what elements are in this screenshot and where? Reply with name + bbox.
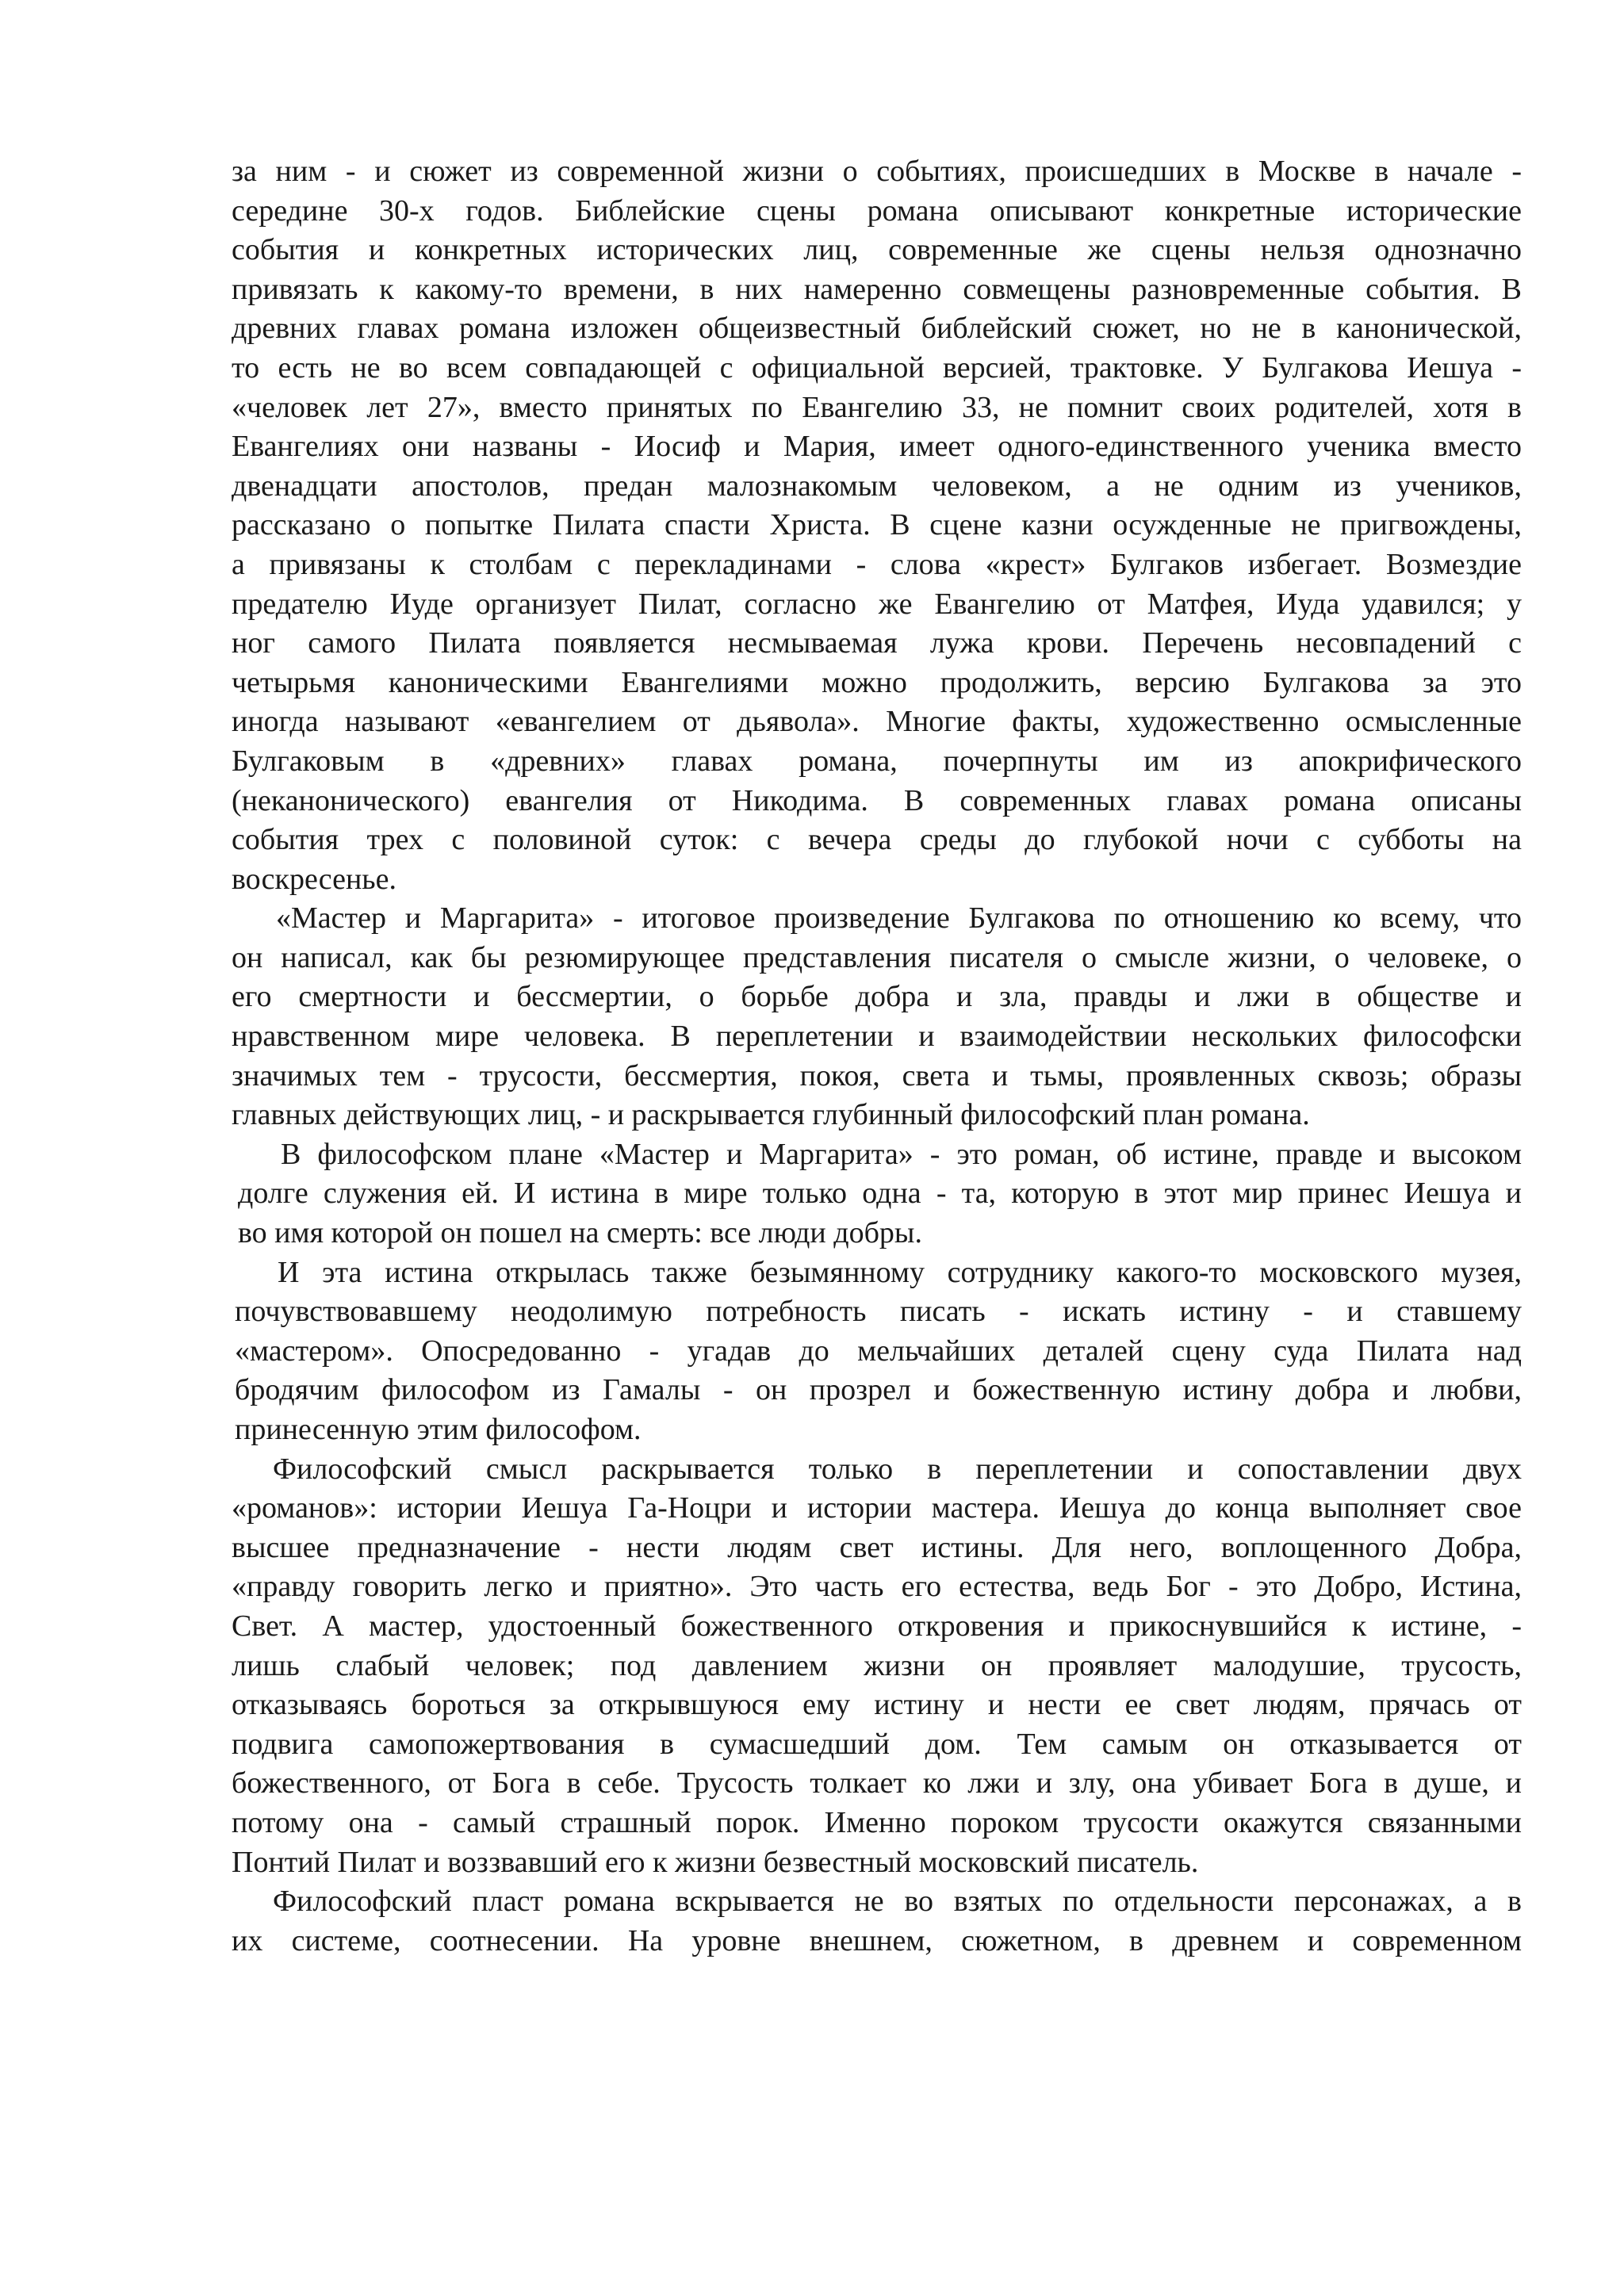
text-line: иногда называют «евангелием от дьявола». Многие факты, художественно осмысленные — [232, 705, 1522, 739]
text-line: за ним - и сюжет из современной жизни о событиях, происшедших в Москве в начале - — [232, 155, 1522, 188]
text-line: воскресенье. — [232, 862, 396, 896]
text-line: бродячим философом из Гамалы - он прозрел и божественную истину добра и любви, — [235, 1373, 1522, 1407]
text-line: нравственном мире человека. В переплетении и взаимодействии нескольких философски — [232, 1020, 1522, 1054]
text-line: лишь слабый человек; под давлением жизни он проявляет малодушие, трусость, — [232, 1648, 1522, 1682]
body-text — [232, 152, 1522, 1961]
text-line: ног самого Пилата появляется несмываемая лужа крови. Перечень несовпадений с — [232, 626, 1522, 660]
text-line: древних главах романа изложен общеизвестный библейский сюжет, но не в канонической, — [232, 312, 1522, 346]
text-line: «мастером». Опосредованно - угадав до мельчайших деталей сцену суда Пилата над — [235, 1334, 1522, 1368]
text-line: события и конкретных исторических лиц, современные же сцены нельзя однозначно — [232, 233, 1522, 267]
text-line: Булгаковым в «древних» главах романа, почерпнуты им из апокрифического — [232, 744, 1522, 778]
text-line: отказываясь бороться за открывшуюся ему истину и нести ее свет людям, прячась от — [232, 1688, 1522, 1722]
text-line: (неканонического) евангелия от Никодима. В современных главах романа описаны — [232, 783, 1522, 817]
text-line: принесенную этим философом. — [235, 1413, 642, 1446]
text-line: И эта истина открылась также безымянному сотруднику какого-то московского музея, — [278, 1255, 1522, 1289]
text-line: то есть не во всем совпадающей с официальной версией, трактовке. У Булгакова Иешуа - — [232, 350, 1522, 385]
text-line: предателю Иуде организует Пилат, согласно же Евангелию от Матфея, Иуда удавился; у — [232, 587, 1522, 621]
text-line: божественного, от Бога в себе. Трусость толкает ко лжи и злу, она убивает Бога в душе, и — [232, 1766, 1522, 1800]
text-line: Философский пласт романа вскрывается не во взятых по отдельности персонажах, а в — [273, 1885, 1522, 1919]
text-line: Евангелиях они названы - Иосиф и Мария, имеет одного-единственного ученика вместо — [232, 430, 1522, 464]
text-line: события трех с половиной суток: с вечера среды до глубокой ночи с субботы на — [232, 823, 1522, 857]
text-line: значимых тем - трусости, бессмертия, покоя, света и тьмы, проявленных сквозь; образы — [232, 1058, 1522, 1093]
text-line: подвига самопожертвования в сумасшедший дом. Тем самым он отказывается от — [232, 1727, 1522, 1761]
text-line: во имя которой он пошел на смерть: все люди добры. — [238, 1216, 922, 1250]
text-line: середине 30-х годов. Библейские сцены романа описывают конкретные исторические — [232, 193, 1522, 228]
text-line: «Мастер и Маргарита» - итоговое произведение Булгакова по отношению ко всему, что — [276, 901, 1522, 936]
text-line: привязать к какому-то времени, в них намеренно совмещены разновременные события. В — [232, 272, 1522, 306]
text-line: а привязаны к столбам с перекладинами - слова «крест» Булгаков избегает. Возмездие — [232, 547, 1522, 581]
text-line: Понтий Пилат и воззвавший его к жизни безвестный московский писатель. — [232, 1845, 1199, 1879]
text-line: Философский смысл раскрывается только в переплетении и сопоставлении двух — [273, 1452, 1522, 1486]
text-line: рассказано о попытке Пилата спасти Христа. В сцене казни осужденные не пригвождены, — [232, 508, 1522, 542]
text-line: В философском плане «Мастер и Маргарита» - это роман, об истине, правде и высоком — [281, 1137, 1522, 1171]
text-line: их системе, соотнесении. На уровне внешнем, сюжетном, в древнем и современном — [232, 1923, 1522, 1957]
text-line: Свет. А мастер, удостоенный божественного откровения и прикоснувшийся к истине, - — [232, 1609, 1522, 1643]
text-line: главных действующих лиц, - и раскрывается глубинный философский план романа. — [232, 1098, 1310, 1132]
text-line: высшее предназначение - нести людям свет истины. Для него, воплощенного Добра, — [232, 1530, 1522, 1564]
text-line: «человек лет 27», вместо принятых по Евангелию 33, не помнит своих родителей, хотя в — [232, 390, 1522, 424]
text-line: «правду говорить легко и приятно». Это часть его естества, ведь Бог - это Добро, Истина, — [232, 1570, 1522, 1604]
text-line: четырьмя каноническими Евангелиями можно продолжить, версию Булгакова за это — [232, 665, 1522, 699]
text-line: почувствовавшему неодолимую потребность писать - искать истину - и ставшему — [235, 1295, 1522, 1329]
text-line: двенадцати апостолов, предан малознакомым человеком, а не одним из учеников, — [232, 469, 1522, 503]
text-line: потому она - самый страшный порок. Именно пороком трусости окажутся связанными — [232, 1805, 1522, 1839]
text-line: его смертности и бессмертии, о борьбе добра и зла, правды и лжи в обществе и — [232, 980, 1522, 1014]
text-line: он написал, как бы резюмирующее представления писателя о смысле жизни, о человеке, о — [232, 940, 1522, 974]
text-line: «романов»: истории Иешуа Га-Ноцри и истории мастера. Иешуа до конца выполняет свое — [232, 1491, 1522, 1525]
text-line: долге служения ей. И истина в мире только одна - та, которую в этот мир принес Иешуа и — [238, 1177, 1522, 1211]
